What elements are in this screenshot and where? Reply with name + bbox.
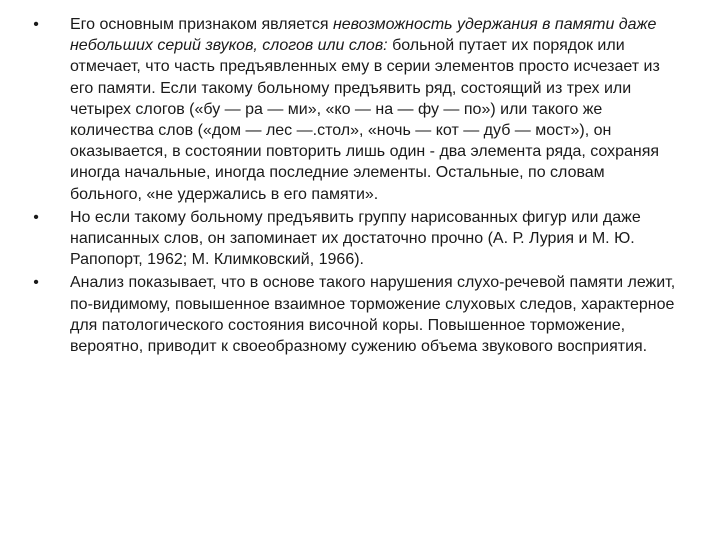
bullet-2-text: Но если такому больному предъявить группу нарисованных фигур или даже написанных слов, он запоминает их достаточно прочно (А. Р. Лурия и М. Ю. Рапопорт, 1962; М. Климковский, 1966). [70, 208, 641, 269]
bullet-dot-icon: • [33, 208, 39, 226]
bullet-3-text: Анализ показывает, что в основе такого нарушения слухо-речевой памяти лежит, по-видимому, повышенное взаимное торможение слуховых следов, характерное для патологического состояния височной коры. Повышенное торможение, вероятно, приводит к своеобразному сужению объема звукового восприятия. [70, 274, 676, 356]
bullet-item-1 [28, 14, 680, 205]
bullet-item-2 [28, 207, 680, 271]
bullet-dot-icon: • [33, 274, 39, 292]
bullet-dot-icon: • [33, 16, 39, 33]
bullet-1-italic-phrase: невозможность удержания в памяти даже небольших серий звуков, слогов или слов: [70, 16, 657, 55]
bullet-1-text-start: Его основным признаком является [70, 16, 333, 33]
bullet-item-3 [28, 272, 680, 357]
bullet-1-text [70, 16, 660, 203]
bullet-list [28, 14, 680, 357]
bullet-1-text-end: больной путает их порядок или отмечает, что часть предъявленных ему в серии элементов просто исчезает из его памяти. Если такому больному предъявить ряд, состоящий из трех или четырех слогов («бу — ра — ми», «ко — на — фу — по») или такого же количества слов («дом — лес —.стол», «ночь — кот — дуб — мост»), он оказывается, в состоянии повторить лишь один - два элемента ряда, сохраняя иногда начальные, иногда последние элементы. Остальные, по словам больного, «не удержались в его памяти». [70, 37, 660, 203]
